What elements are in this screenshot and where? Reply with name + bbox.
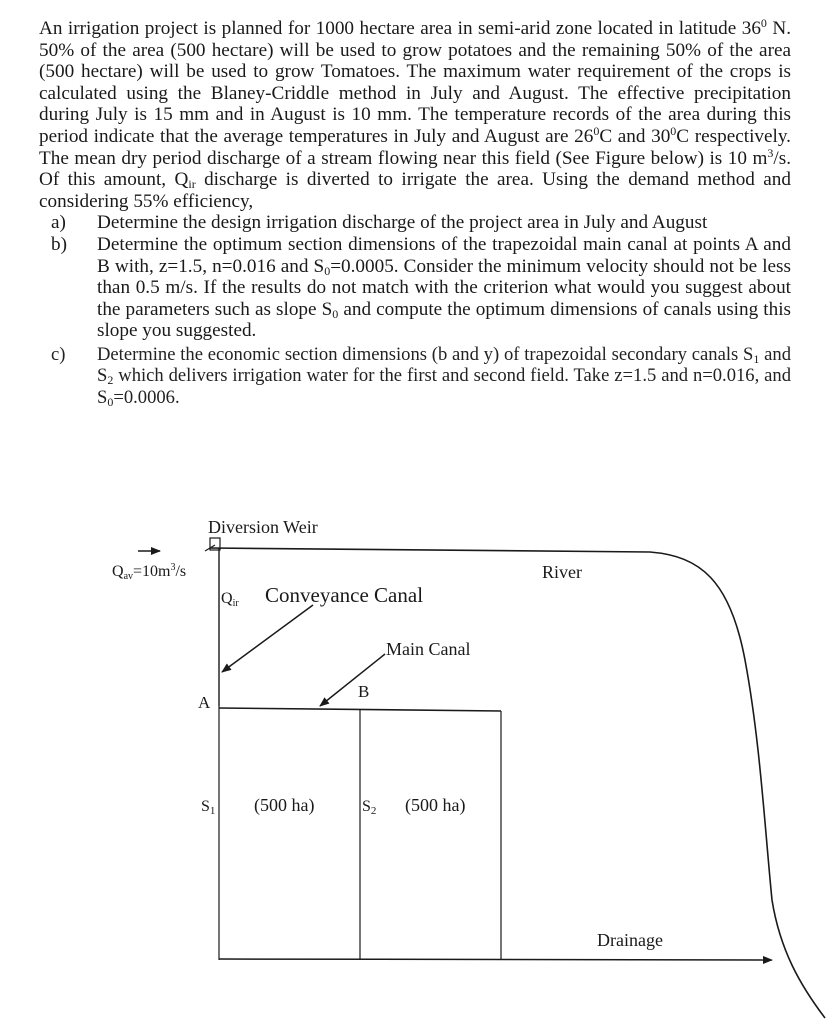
part-c-marker: c) [51,343,66,365]
part-a-marker: a) [51,212,66,234]
part-b: b) Determine the optimum section dimensions of the trapezoidal main canal at points A and B with, z=1.5, n=0.016 and $S_0=0.0005$. Consider the minimum velocity should not be less than 0.5 m/s. If the results do not match with the criterion what would you suggest about the parameters such as slope $S_0$ and compute the optimum dimensions of canals using this slope you suggested. [51,233,791,342]
part-c: c) Determine the economic section dimensions (b and y) of trapezoidal secondary canals $S_1$ and $S_2$ which delivers irrigation water for the first and second field. Take z=1.5 and n=0.016, and $S_0=0.0006$. [51,343,792,409]
part-a-text: Determine the design irrigation discharge of the project area in July and August [97,212,708,234]
qav-label: $Qav=10m^3/s$ [112,562,187,582]
conveyance-canal-label: Conveyance Canal [265,583,424,607]
field-1-area-label: (500 ha) [254,795,315,815]
river-line [210,548,825,1018]
secondary-canal-s2-label: S2 [362,798,377,817]
secondary-canal-s1-label: S1 [201,798,216,817]
conveyance-pointer-arrow [222,605,313,672]
drainage-label: Drainage [597,930,663,950]
field-2-area-label: (500 ha) [405,795,466,815]
drainage-arrow [219,959,772,960]
river-label: River [542,562,582,582]
point-a-label: A [198,693,211,712]
qir-label: Qir [221,590,239,609]
diversion-weir-label: Diversion Weir [208,517,318,537]
part-b-marker: b) [51,233,67,255]
main-canal-pointer-arrow [320,654,385,706]
problem-intro: An irrigation project is planned for 1000 hectare area in semi-arid zone located in latitude $36^0$ N. 50% of the area (500 hectare) will be used to grow potatoes and the remaining 50% of the area (500 hectare) will be used to grow Tomatoes. The maximum water requirement of the crops is calculated using the Blaney-Criddle method in July and August. The effective precipitation during July is 15 mm and in August is 10 mm. The temperature records of the area during this period indicate that the average temperatures in July and August are $26^0C$ and $30^0C$ respectively. The mean dry period discharge of a stream flowing near this field (See Figure below) is 10 $m^3/s$. Of this amount, $Q_{ir}$ discharge is diverted to irrigate the area. Using the demand method and considering 55% efficiency, [39,16,791,212]
main-canal-label: Main Canal [386,639,471,659]
point-b-label: B [358,682,370,701]
